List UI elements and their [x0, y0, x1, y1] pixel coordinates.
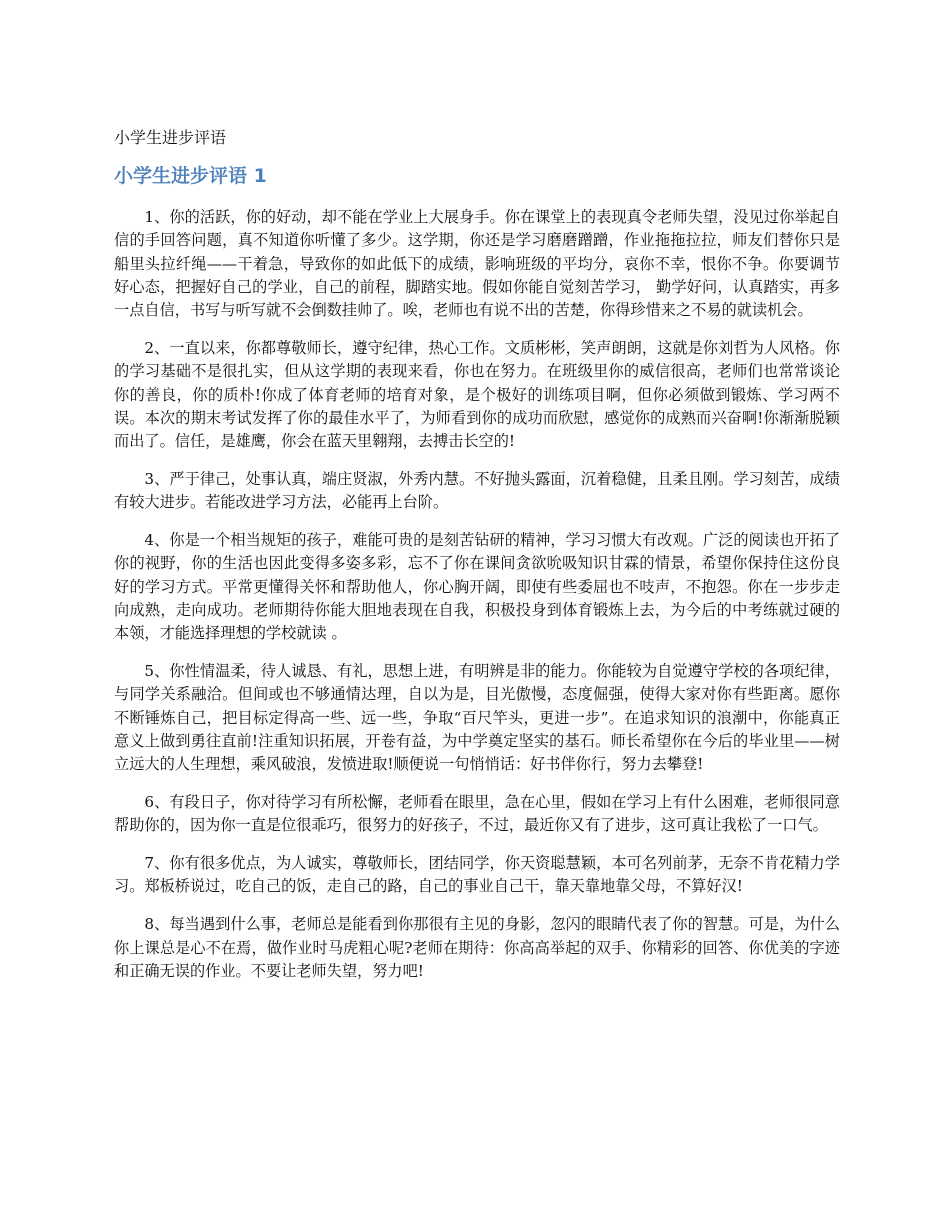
paragraph-5: 5、你性情温柔，待人诚恳、有礼，思想上进，有明辨是非的能力。你能较为自觉遵守学校的各项纪律，与同学关系融洽。但间或也不够通情达理，自以为是，目光傲慢，态度倔强，使得大家对你有些距离。愿你不断锤炼自己，把目标定得高一些、远一些，争取“百尺竿头，更进一步”。在追求知识的浪潮中，你能真正意义上做到勇往直前!注重知识拓展，开卷有益，为中学奠定坚实的基石。师长希望你在今后的毕业里——树立远大的人生理想，乘风破浪，发愤进取!顺便说一句悄悄话：好书伴你行，努力去攀登!	[114, 662, 840, 774]
paragraph-7: 7、你有很多优点，为人诚实，尊敬师长，团结同学，你天资聪慧颖，本可名列前茅，无奈不肯花精力学习。郑板桥说过，吃自己的饭，走自己的路，自己的事业自己干，靠天靠地靠父母，不算好汉!	[114, 854, 840, 896]
paragraph-2: 2、一直以来，你都尊敬师长，遵守纪律，热心工作。文质彬彬，笑声朗朗，这就是你刘哲为人风格。你的学习基础不是很扎实，但从这学期的表现来看，你也在努力。在班级里你的威信很高，老师们也常常谈论你的善良，你的质朴!你成了体育老师的培育对象，是个极好的训练项目啊，但你必须做到锻炼、学习两不误。本次的期末考试发挥了你的最佳水平了，为师看到你的成功而欣慰，感觉你的成熟而兴奋啊!你渐渐脱颖而出了。信任，是雄鹰，你会在蓝天里翱翔，去搏击长空的!	[114, 338, 840, 451]
section-heading: 小学生进步评语 1	[114, 165, 267, 187]
paragraph-6: 6、有段日子，你对待学习有所松懈，老师看在眼里，急在心里，假如在学习上有什么困难，老师很同意帮助你的，因为你一直是位很乖巧，很努力的好孩子，不过，最近你又有了进步，这可真让我松了一口气。	[114, 793, 840, 835]
document-title: 小学生进步评语	[114, 128, 227, 147]
paragraph-1: 1、你的活跃，你的好动，却不能在学业上大展身手。你在课堂上的表现真令老师失望，没见过你举起自信的手回答问题，真不知道你听懂了多少。这学期，你还是学习磨磨蹭蹭，作业拖拖拉拉，师友们替你只是船里头拉纤绳——干着急，导致你的如此低下的成绩，影响班级的平均分，哀你不幸，恨你不争。你要调节好心态，把握好自己的学业，自己的前程，脚踏实地。假如你能自觉刻苦学习， 勤学好问，认真踏实，再多一点自信，书写与听写就不会倒数挂帅了。唉，老师也有说不出的苦楚，你得珍惜来之不易的就读机会。	[114, 208, 840, 320]
document-body	[114, 206, 840, 998]
paragraph-3: 3、严于律己，处事认真，端庄贤淑，外秀内慧。不好抛头露面，沉着稳健，且柔且刚。学习刻苦，成绩有较大进步。若能改进学习方法，必能再上台阶。	[114, 469, 840, 512]
paragraph-4: 4、你是一个相当规矩的孩子，难能可贵的是刻苦钻研的精神，学习习惯大有改观。广泛的阅读也开拓了你的视野，你的生活也因此变得多姿多彩，忘不了你在课间贪欲吮吸知识甘霖的情景，希望你保持住这份良好的学习方式。平常更懂得关怀和帮助他人，你心胸开阔，即使有些委屈也不吱声，不抱怨。你在一步步走向成熟，走向成功。老师期待你能大胆地表现在自我，积极投身到体育锻炼上去，为今后的中考练就过硬的本领，才能选择理想的学校就读 。	[114, 531, 840, 643]
paragraph-8: 8、每当遇到什么事，老师总是能看到你那很有主见的身影，忽闪的眼睛代表了你的智慧。可是，为什么你上课总是心不在焉，做作业时马虎粗心呢?老师在期待：你高高举起的双手、你精彩的回答、你优美的字迹和正确无误的作业。不要让老师失望，努力吧!	[114, 915, 840, 980]
